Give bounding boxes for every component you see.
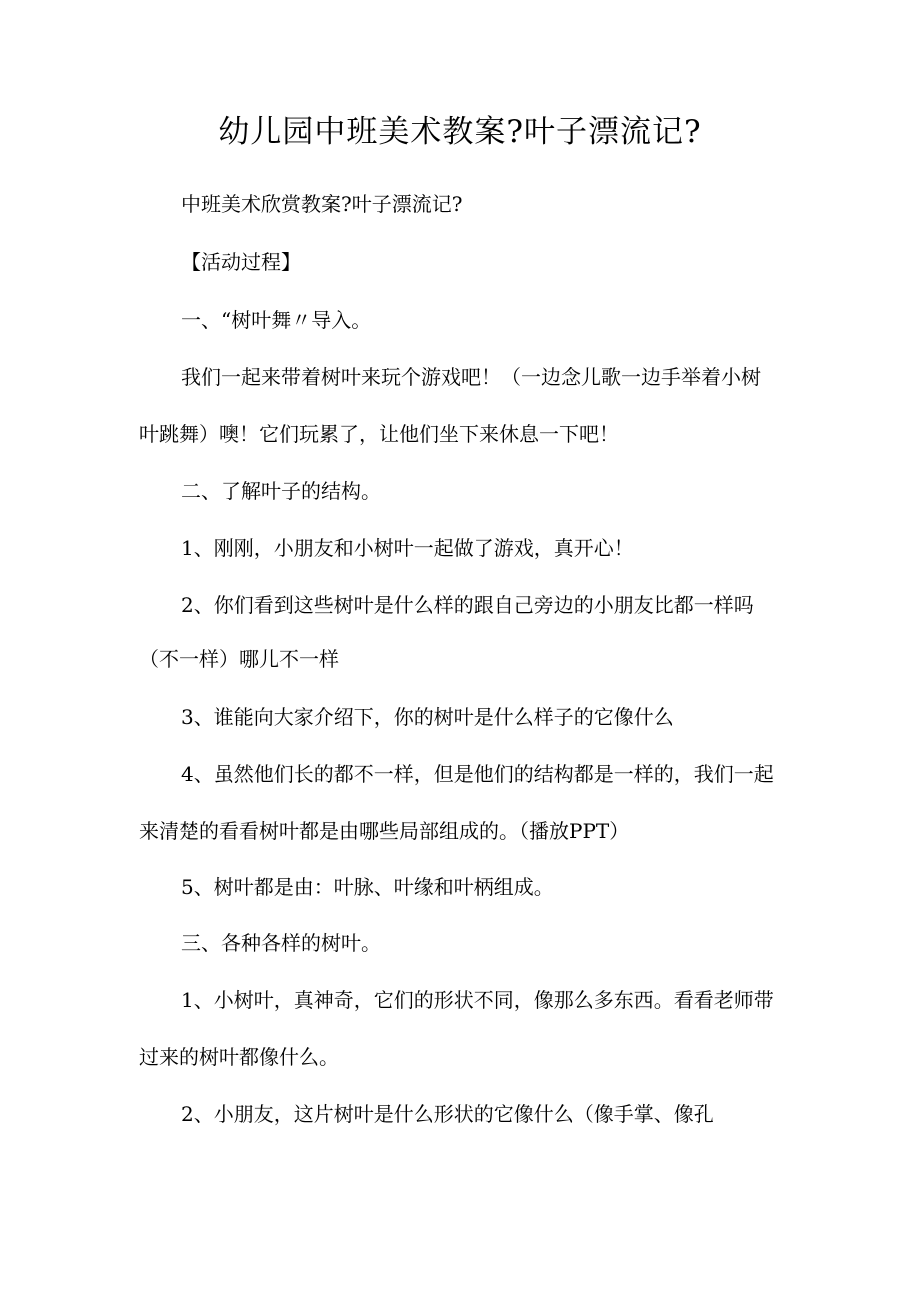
section-heading-1: 一、“树叶舞〃导入。 bbox=[181, 308, 372, 332]
document-title: 幼儿园中班美术教案?叶子漂流记? bbox=[218, 114, 702, 150]
section-heading-3: 三、各种各样的树叶。 bbox=[181, 931, 381, 955]
paragraph-line: 2、你们看到这些树叶是什么样的跟自己旁边的小朋友比都一样吗 bbox=[181, 593, 754, 617]
paragraph-line: 叶跳舞）噢！它们玩累了，让他们坐下来休息一下吧！ bbox=[139, 422, 619, 446]
paragraph-line: 过来的树叶都像什么。 bbox=[139, 1045, 339, 1069]
paragraph-line: 5、树叶都是由：叶脉、叶缘和叶柄组成。 bbox=[181, 875, 554, 899]
paragraph-line: 3、谁能向大家介绍下，你的树叶是什么样子的它像什么 bbox=[181, 705, 674, 729]
paragraph-line: 1、小树叶，真神奇，它们的形状不同，像那么多东西。看看老师带 bbox=[181, 988, 774, 1012]
subtitle-line: 中班美术欣赏教案?叶子漂流记? bbox=[181, 192, 463, 216]
paragraph-line: 1、刚刚，小朋友和小树叶一起做了游戏，真开心！ bbox=[181, 536, 634, 560]
paragraph-line: 来清楚的看看树叶都是由哪些局部组成的。（播放PPT） bbox=[139, 819, 630, 843]
paragraph-line: 2、小朋友，这片树叶是什么形状的它像什么（像手掌、像孔 bbox=[181, 1102, 714, 1126]
section-heading-2: 二、了解叶子的结构。 bbox=[181, 479, 381, 503]
paragraph-line: 我们一起来带着树叶来玩个游戏吧！（一边念儿歌一边手举着小树 bbox=[181, 365, 761, 389]
paragraph-line: （不一样）哪儿不一样 bbox=[139, 647, 339, 671]
section-heading-activity: 【活动过程】 bbox=[181, 250, 301, 274]
paragraph-line: 4、虽然他们长的都不一样，但是他们的结构都是一样的，我们一起 bbox=[181, 762, 774, 786]
